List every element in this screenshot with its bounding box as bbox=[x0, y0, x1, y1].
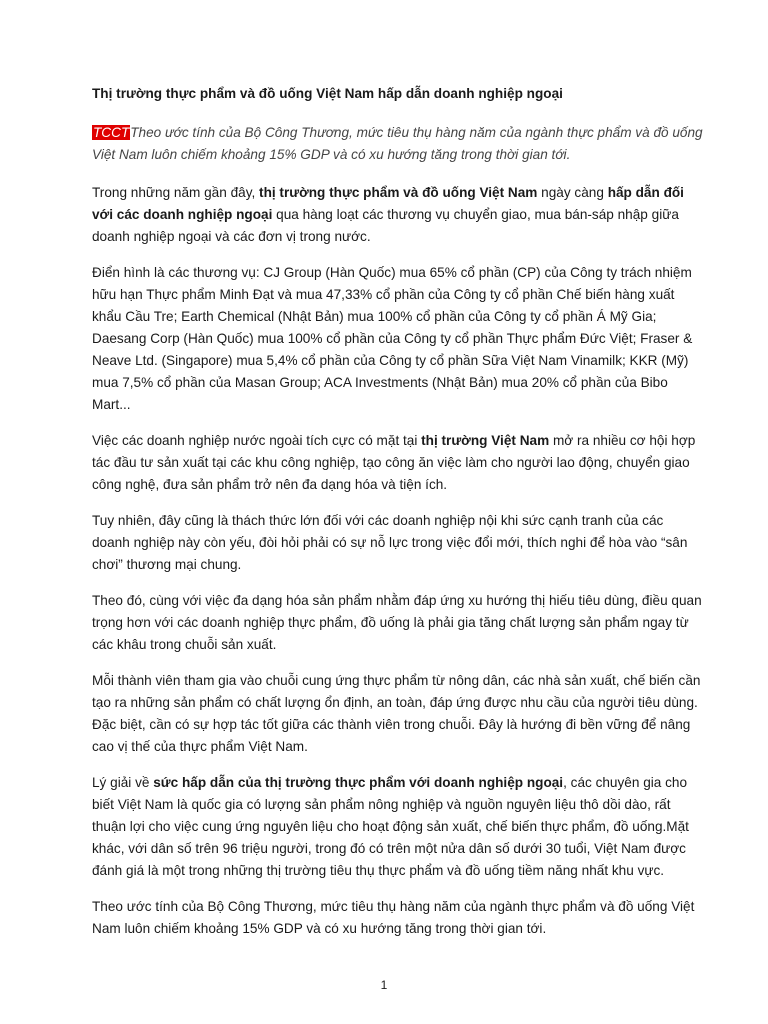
paragraph-4: Tuy nhiên, đây cũng là thách thức lớn đối với các doanh nghiệp nội khi sức cạnh tranh của các doanh nghiệp này còn yếu, đòi hỏi phải có sự nỗ lực trong việc đổi mới, thích nghi để hòa vào “sân chơi” thương mại chung. bbox=[92, 513, 688, 572]
bold-run: thị trường Việt Nam bbox=[421, 433, 550, 448]
bold-run: hấp dẫn đối với các doanh nghiệp ngoại bbox=[92, 185, 684, 222]
text-run: Việc các doanh nghiệp nước ngoài tích cực có mặt tại bbox=[92, 433, 422, 448]
lead-text: Theo ước tính của Bộ Công Thương, mức tiêu thụ hàng năm của ngành thực phẩm và đồ uống Việt Nam luôn chiếm khoảng 15% GDP và có xu hướng tăng trong thời gian tới. bbox=[92, 125, 703, 162]
paragraph-6: Mỗi thành viên tham gia vào chuỗi cung ứng thực phẩm từ nông dân, các nhà sản xuất, chế biến cần tạo ra những sản phẩm có chất lượng ổn định, an toàn, đáp ứng được nhu cầu của người tiêu dùng. Đặc biệt, cần có sự hợp tác tốt giữa các thành viên trong chuỗi. Đây là hướng đi bền vững để nâng cao vị thế của thực phẩm Việt Nam. bbox=[92, 673, 701, 754]
text-run: mở ra nhiều cơ hội hợp tác đầu tư sản xuất tại các khu công nghiệp, tạo công ăn việc làm cho người lao động, chuyển giao công nghệ, đưa sản phẩm trở nên đa dạng hóa và tiện ích. bbox=[92, 433, 696, 492]
paragraph-5: Theo đó, cùng với việc đa dạng hóa sản phẩm nhằm đáp ứng xu hướng thị hiếu tiêu dùng, điều quan trọng hơn với các doanh nghiệp thực phẩm, đồ uống là phải gia tăng chất lượng sản phẩm ngay từ các khâu trong chuỗi sản xuất. bbox=[92, 593, 702, 652]
source-tag: TCCT bbox=[93, 125, 130, 140]
paragraph-3 bbox=[92, 430, 704, 496]
page-number: 1 bbox=[380, 978, 388, 992]
bold-run: thị trường thực phẩm và đồ uống Việt Nam bbox=[259, 185, 538, 200]
text-run: Trong những năm gần đây, bbox=[92, 185, 260, 200]
paragraph-8: Theo ước tính của Bộ Công Thương, mức tiêu thụ hàng năm của ngành thực phẩm và đồ uống Việt Nam luôn chiếm khoảng 15% GDP và có xu hướng tăng trong thời gian tới. bbox=[92, 899, 695, 936]
article-title: Thị trường thực phẩm và đồ uống Việt Nam hấp dẫn doanh nghiệp ngoại bbox=[92, 86, 563, 101]
document-body bbox=[92, 84, 704, 954]
text-run: , các chuyên gia cho biết Việt Nam là quốc gia có lượng sản phẩm nông nghiệp và nguồn nguyên liệu thô dồi dào, rất thuận lợi cho việc cung ứng nguyên liệu cho hoạt động sản xuất, chế biến thực phẩm, đồ uống.Mặt khác, với dân số trên 96 triệu người, trong đó có trên một nửa dân số dưới 30 tuổi, Việt Nam được đánh giá là một trong những thị trường tiêu thụ thực phẩm và đồ uống tiềm năng nhất khu vực. bbox=[92, 775, 689, 878]
bold-run: sức hấp dẫn của thị trường thực phẩm với doanh nghiệp ngoại bbox=[153, 775, 564, 790]
lead-paragraph bbox=[92, 122, 704, 166]
paragraph-2: Điển hình là các thương vụ: CJ Group (Hàn Quốc) mua 65% cổ phần (CP) của Công ty trách nhiệm hữu hạn Thực phẩm Minh Đạt và mua 47,33% cổ phần của Công ty cổ phần Chế biến hàng xuất khẩu Cầu Tre; Earth Chemical (Nhật Bản) mua 100% cổ phần của Công ty cổ phần Á Mỹ Gia; Daesang Corp (Hàn Quốc) mua 100% cổ phần của Công ty cổ phần Thực phẩm Đức Việt; Fraser & Neave Ltd. (Singapore) mua 5,4% cổ phần của Công ty cổ phần Sữa Việt Nam Vinamilk; KKR (Mỹ) mua 7,5% cổ phần của Masan Group; ACA Investments (Nhật Bản) mua 20% cổ phần của Bibo Mart... bbox=[92, 265, 693, 412]
text-run: qua hàng loạt các thương vụ chuyển giao, mua bán-sáp nhập giữa doanh nghiệp ngoại và các đơn vị trong nước. bbox=[92, 207, 679, 244]
text-run: Lý giải về bbox=[92, 775, 154, 790]
paragraph-1 bbox=[92, 182, 704, 248]
paragraph-7 bbox=[92, 772, 704, 882]
text-run: ngày càng bbox=[537, 185, 608, 200]
